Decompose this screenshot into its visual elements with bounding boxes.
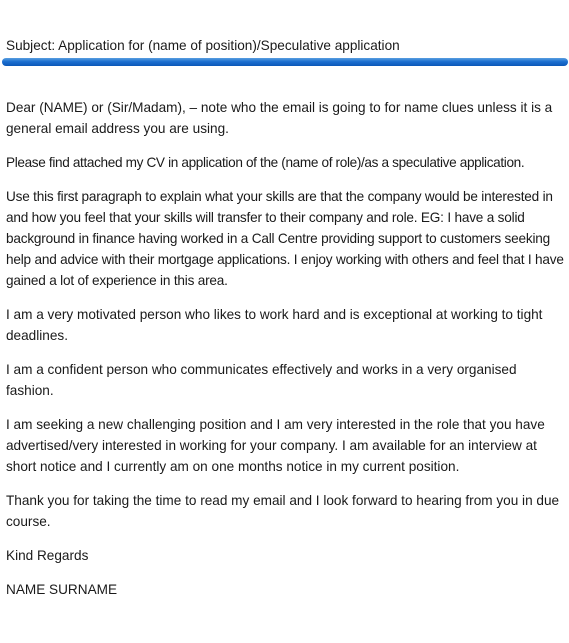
sign-off: Kind Regards: [6, 548, 89, 563]
skills-paragraph: Use this first paragraph to explain what your skills are that the company would be interested in and how you feel that your skills will transfer to their company and role. EG: I have a solid background in finance having worked in a Call Centre providing support to customers seeking help and advice with their mortgage applications. I enjoy working with others and feel that I have gained a lot of experience in this area.: [6, 189, 564, 288]
attachment-paragraph: Please find attached my CV in application of the (name of role)/as a speculative application.: [6, 155, 525, 170]
greeting-paragraph: Dear (NAME) or (Sir/Madam), – note who the email is going to for name clues unless it is a general email address you are using.: [6, 100, 553, 136]
confidence-paragraph: I am a confident person who communicates effectively and works in a very organised fashion.: [6, 362, 517, 398]
motivation-paragraph: I am a very motivated person who likes to work hard and is exceptional at working to tight deadlines.: [6, 307, 543, 343]
email-subject: Subject: Application for (name of position)/Speculative application: [6, 38, 400, 53]
email-body: [6, 97, 564, 613]
signature-name: NAME SURNAME: [6, 582, 118, 597]
subject-divider: [2, 58, 568, 66]
position-paragraph: I am seeking a new challenging position and I am very interested in the role that you have advertised/very interested in working for your company. I am available for an interview at short notice and I currently am on one months notice in my current position.: [6, 417, 545, 474]
thanks-paragraph: Thank you for taking the time to read my email and I look forward to hearing from you in due course.: [6, 493, 560, 529]
